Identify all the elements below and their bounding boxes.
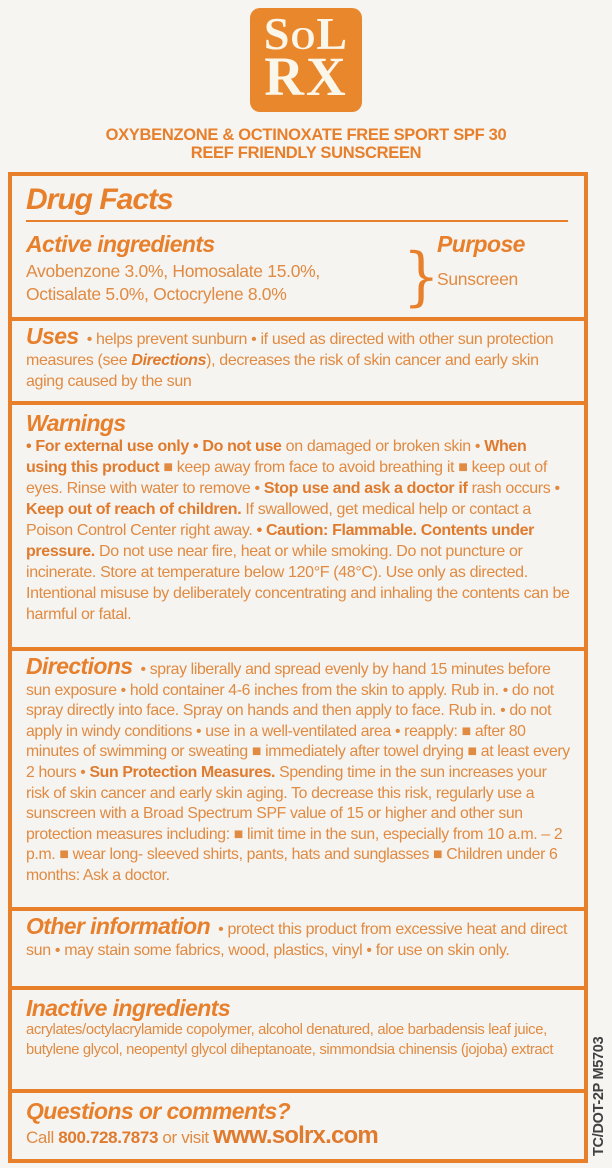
uses-body: [26, 323, 570, 392]
section-uses: [12, 321, 584, 405]
purpose-value: Sunscreen: [437, 269, 518, 289]
purpose-brace: }: [403, 240, 440, 314]
uses-heading: Uses: [26, 323, 79, 349]
section-other-information: [12, 911, 584, 990]
purpose-heading: Purpose: [437, 231, 525, 257]
section-questions-comments: [12, 1093, 584, 1159]
product-title-line2: REEF FRIENDLY SUNSCREEN: [190, 144, 422, 162]
warnings-body: • For external use only • Do not use on damaged or broken skin • When using this product ■ keep away from face to avoid breathing it ■ keep out of eyes. Rinse with water to remove • Stop use and ask a doctor if rash occurs • Keep out of reach of children. If swallowed, get medical help or contact a Poison Control Center right away. • Caution: Flammable. Contents under pressure. Do not use near fire, heat or while smoking. Do not puncture or incinerate. Store at temperature below 120°F (48°C). Use only as directed. Intentional misuse by deliberately concentrating and inhaling the contents can be harmful or fatal.: [26, 438, 570, 623]
directions-text: • spray liberally and spread evenly by hand 15 minutes before sun exposure • hold container 4-6 inches from the skin to apply. Rub in. • do not spray directly into face. Spray on hands and then apply to face. Rub in. • do not apply in windy conditions • use in a well-ventilated area • reapply: ■ after 80 minutes of swimming or sweating ■ immediately after towel drying ■ at least every 2 hours • Sun Protection Measures. Spending time in the sun increases your risk of skin cancer and early skin aging. To decrease this risk, regularly use a sunscreen with a Broad Spectrum SPF value of 15 or higher and other sun protection measures including: ■ limit time in the sun, especially from 10 a.m. – 2 p.m. ■ wear long- sleeved shirts, pants, hats and sunglasses ■ Children under 6 months: Ask a doctor.: [26, 661, 570, 884]
inactive-ingredients-heading: Inactive ingredients: [26, 995, 231, 1021]
warnings-heading: Warnings: [26, 410, 126, 436]
other-information-body: [26, 913, 570, 961]
section-directions: [12, 651, 584, 911]
questions-body: Call 800.728.7873 or visit www.solrx.com: [26, 1122, 378, 1149]
questions-heading: Questions or comments?: [26, 1098, 291, 1124]
product-title-line1: OXYBENZONE & OCTINOXATE FREE SPORT SPF 30: [105, 126, 507, 144]
logo-text-sol: SoL: [263, 8, 349, 59]
active-ingredients-heading: Active ingredients: [26, 231, 215, 257]
section-active-ingredients: [12, 226, 584, 321]
section-warnings: [12, 405, 584, 651]
active-ingredients-line1: Avobenzone 3.0%, Homosalate 15.0%,: [26, 261, 320, 281]
product-title: [0, 126, 612, 162]
uses-text: • helps prevent sunburn • if used as directed with other sun protection measures (see Directions), decreases the risk of skin cancer and early skin aging caused by the sun: [26, 331, 554, 390]
active-ingredients-line2: Octisalate 5.0%, Octocrylene 8.0%: [26, 284, 287, 304]
brand-logo: [250, 8, 362, 112]
drug-facts-title: Drug Facts: [26, 183, 173, 216]
directions-body: [26, 653, 570, 887]
directions-heading: Directions: [26, 653, 133, 679]
drug-facts-panel: [8, 172, 588, 1163]
inactive-ingredients-body: acrylates/octylacrylamide copolymer, alcohol denatured, aloe barbadensis leaf juice, butylene glycol, neopentyl glycol diheptanoate, simmondsia chinensis (jojoba) extract: [26, 1022, 554, 1058]
other-information-text: • protect this product from excessive heat and direct sun • may stain some fabrics, wood, plastics, vinyl • for use on skin only.: [26, 921, 568, 959]
drug-facts-header: [12, 176, 584, 226]
other-information-heading: Other information: [26, 913, 211, 939]
section-inactive-ingredients: [12, 990, 584, 1093]
side-product-code: TC/DOT-2P M5703: [591, 1036, 607, 1156]
header-rule: [26, 220, 568, 222]
logo-text-rx: RX: [264, 46, 348, 107]
